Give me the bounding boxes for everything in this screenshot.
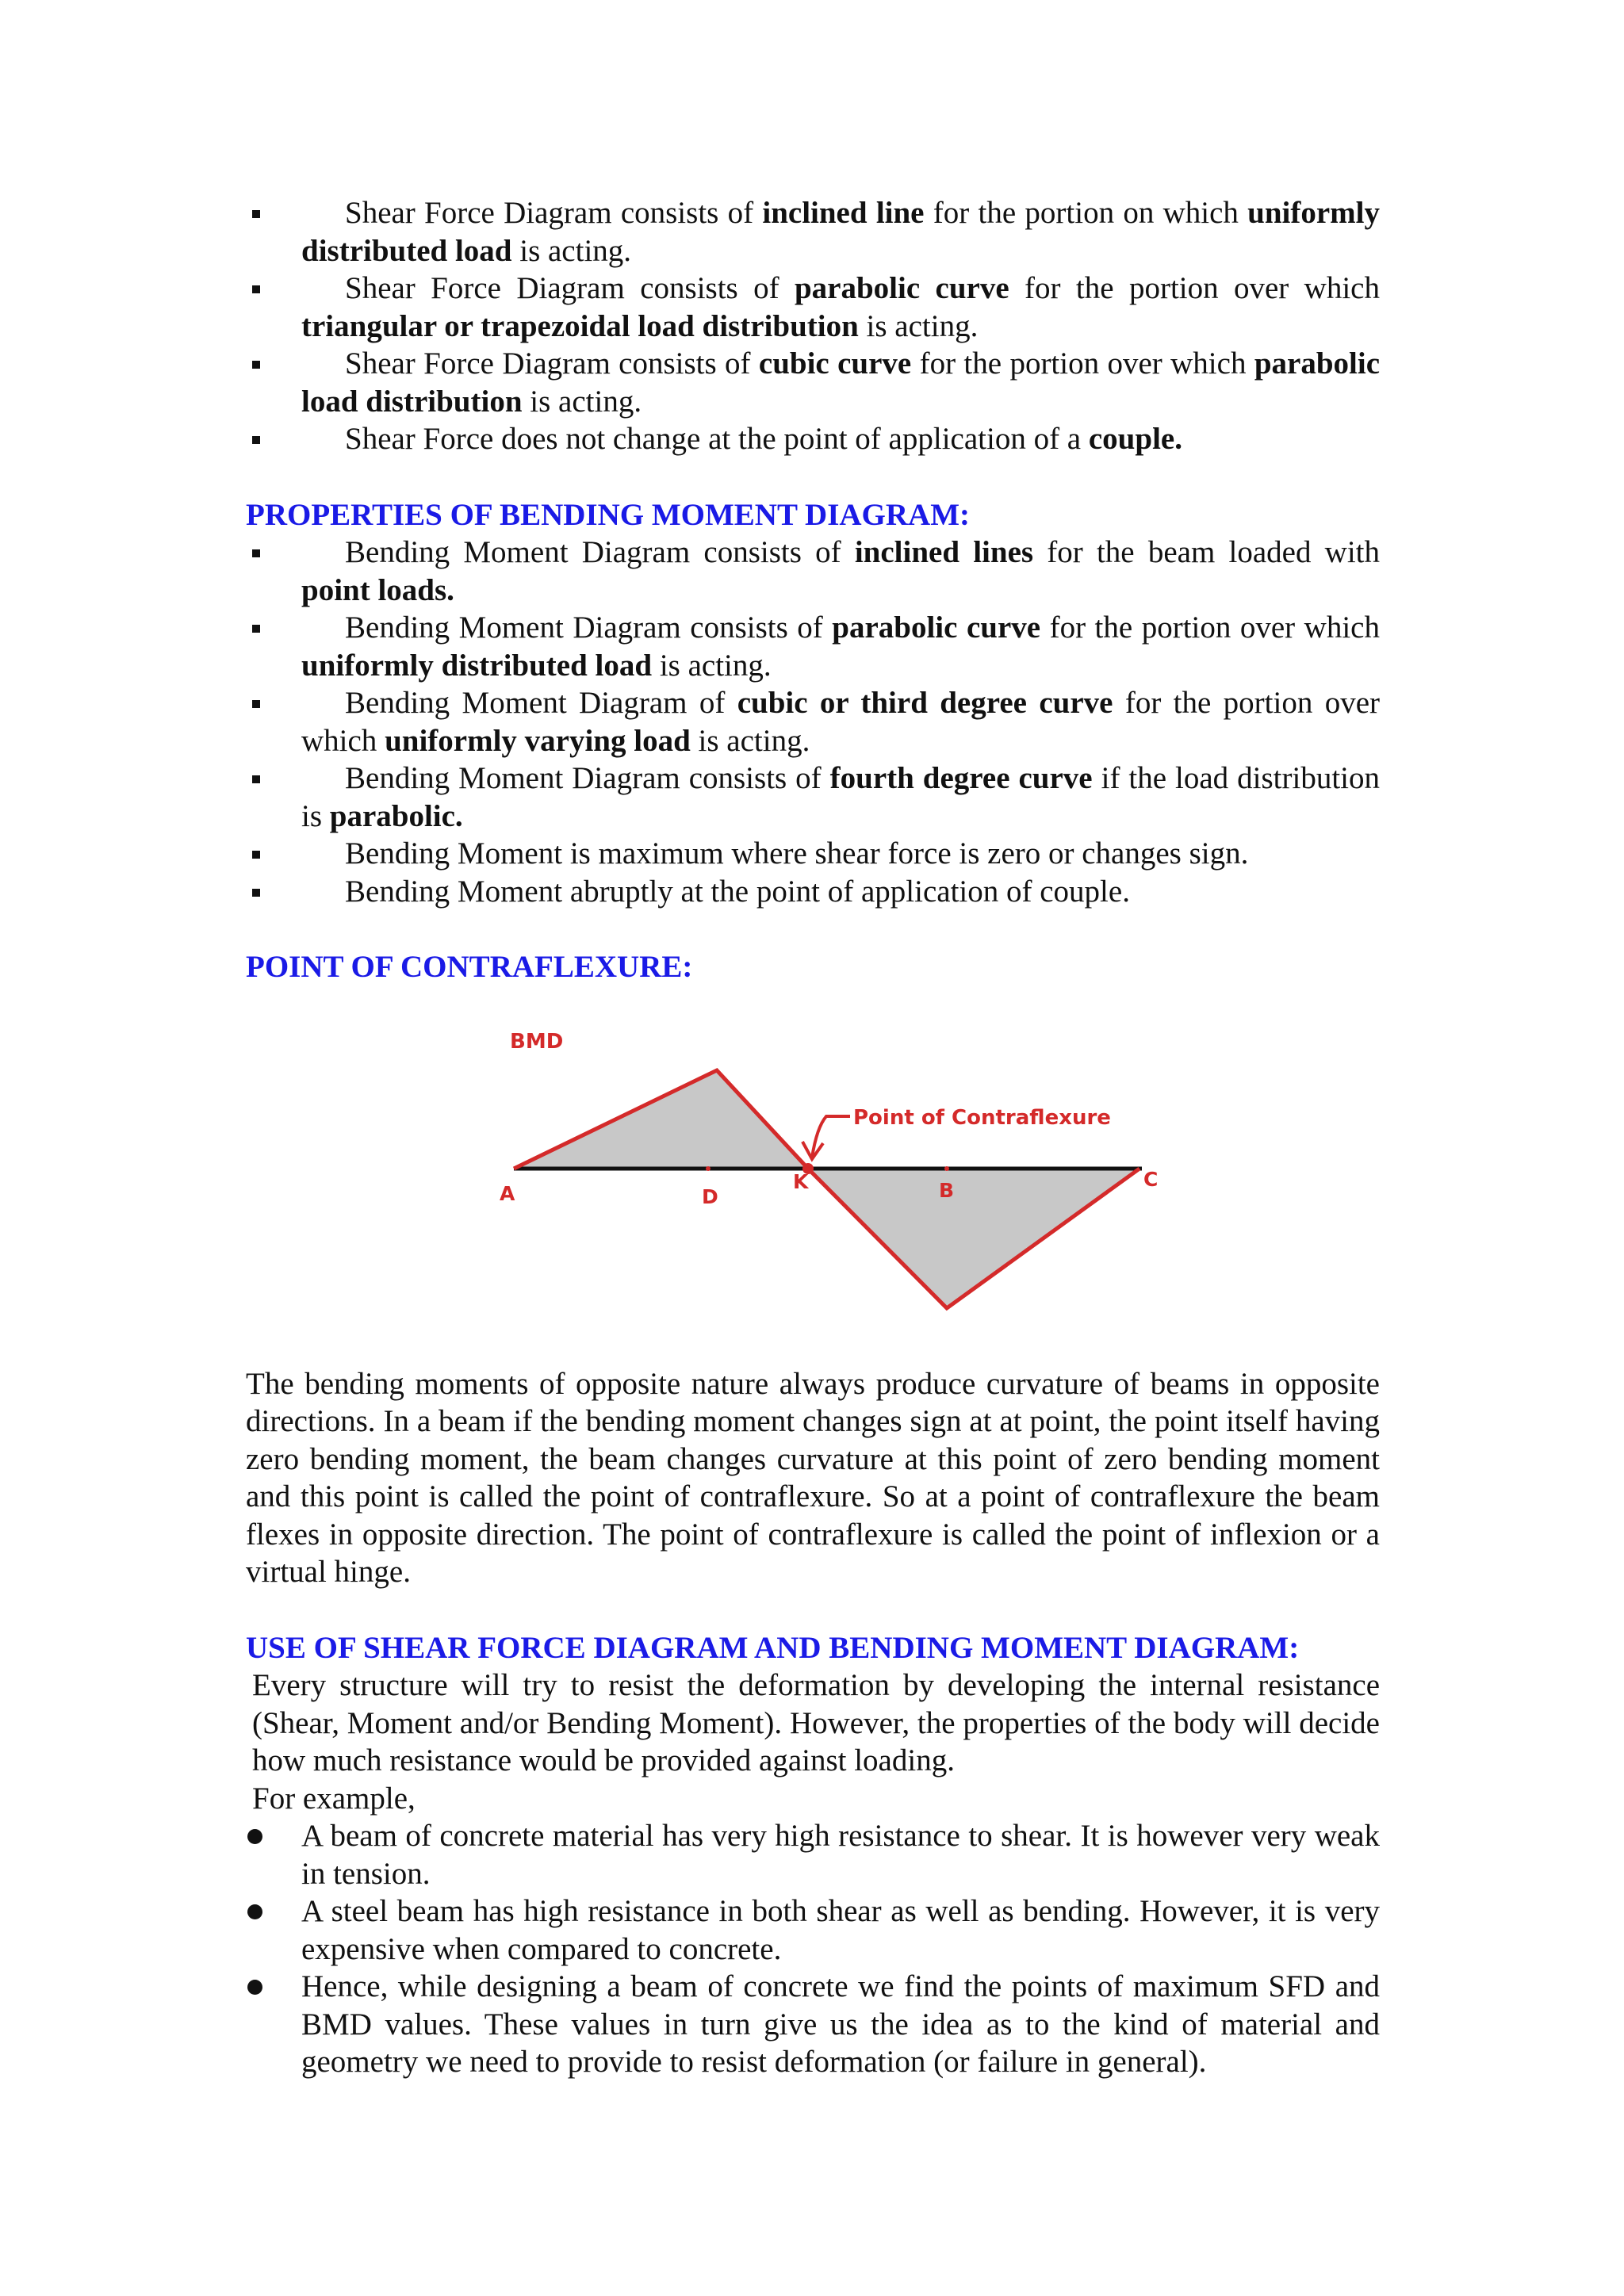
list-item: Bending Moment Diagram consists of fourth degree curve if the load distribution is parabolic. (246, 760, 1380, 835)
point-b-marker (944, 1166, 949, 1171)
list-item: Shear Force Diagram consists of cubic curve for the portion over which parabolic load distribution is acting. (246, 345, 1380, 420)
point-b-label: B (939, 1178, 955, 1202)
round-bullet-icon (247, 1980, 262, 1995)
square-bullet-icon (252, 625, 260, 633)
bmd-label: BMD (510, 1029, 564, 1054)
sfd-properties-list (246, 194, 1380, 458)
point-d-label: D (702, 1184, 718, 1208)
list-item: A beam of concrete material has very high resistance to shear. It is however very weak in tension. (246, 1817, 1380, 1892)
round-bullet-icon (247, 1904, 262, 1919)
contraflexure-paragraph: The bending moments of opposite nature always produce curvature of beams in opposite directions. In a beam if the bending moment changes sign at at point, the point itself having zero bending moment, the beam changes curvature at this point of zero bending moment and this point is called the point of contraflexure. So at a point of contraflexure the beam flexes in opposite direction. The point of contraflexure is called the point of inflexion or a virtual hinge. (246, 1366, 1380, 1589)
square-bullet-icon (252, 210, 260, 218)
square-bullet-icon (252, 889, 260, 897)
use-list (246, 1817, 1380, 2081)
use-heading: USE OF SHEAR FORCE DIAGRAM AND BENDING MOMENT DIAGRAM: (246, 1630, 1300, 1665)
square-bullet-icon (252, 549, 260, 557)
bmd-properties-list (246, 534, 1380, 910)
round-bullet-icon (247, 1829, 262, 1844)
document-page (246, 194, 1380, 2081)
list-item: Shear Force Diagram consists of inclined line for the portion on which uniformly distributed load is acting. (246, 194, 1380, 270)
list-item: Bending Moment Diagram of cubic or third degree curve for the portion over which uniformly varying load is acting. (246, 684, 1380, 760)
bmd-diagram (246, 993, 1380, 1365)
contraflexure-heading: POINT OF CONTRAFLEXURE: (246, 950, 693, 984)
list-item: Bending Moment Diagram consists of inclined lines for the beam loaded with point loads. (246, 534, 1380, 609)
list-item: Shear Force does not change at the point of application of a couple. (246, 420, 1380, 458)
list-item: Shear Force Diagram consists of parabolic curve for the portion over which triangular or trapezoidal load distribution is acting. (246, 270, 1380, 345)
point-d-marker (706, 1166, 710, 1171)
square-bullet-icon (252, 775, 260, 783)
square-bullet-icon (252, 700, 260, 708)
square-bullet-icon (252, 285, 260, 293)
point-a-label: A (500, 1181, 515, 1205)
list-item: Bending Moment is maximum where shear force is zero or changes sign. (246, 835, 1380, 873)
square-bullet-icon (252, 436, 260, 444)
use-paragraph: Every structure will try to resist the deformation by developing the internal resistance (Shear, Moment and/or Bending Moment). However, the properties of the body will decide how much resistance would be provided against loading. (252, 1668, 1380, 1777)
bmd-contraflexure-figure (246, 993, 1380, 1365)
list-item: Hence, while designing a beam of concrete we find the points of maximum SFD and BMD values. These values in turn give us the idea as to the kind of material and geometry we need to provide to resist deformation (or failure in general). (246, 1968, 1380, 2081)
square-bullet-icon (252, 361, 260, 369)
point-k-label: K (793, 1169, 809, 1193)
bmd-properties-heading: PROPERTIES OF BENDING MOMENT DIAGRAM: (246, 497, 970, 532)
list-item: A steel beam has high resistance in both shear as well as bending. However, it is very expensive when compared to concrete. (246, 1892, 1380, 1968)
callout-label: Point of Contraflexure (853, 1105, 1111, 1130)
square-bullet-icon (252, 851, 260, 859)
list-item: Bending Moment abruptly at the point of application of couple. (246, 873, 1380, 911)
point-c-label: C (1143, 1167, 1159, 1191)
for-example-text: For example, (252, 1781, 416, 1816)
list-item: Bending Moment Diagram consists of parabolic curve for the portion over which uniformly distributed load is acting. (246, 609, 1380, 684)
